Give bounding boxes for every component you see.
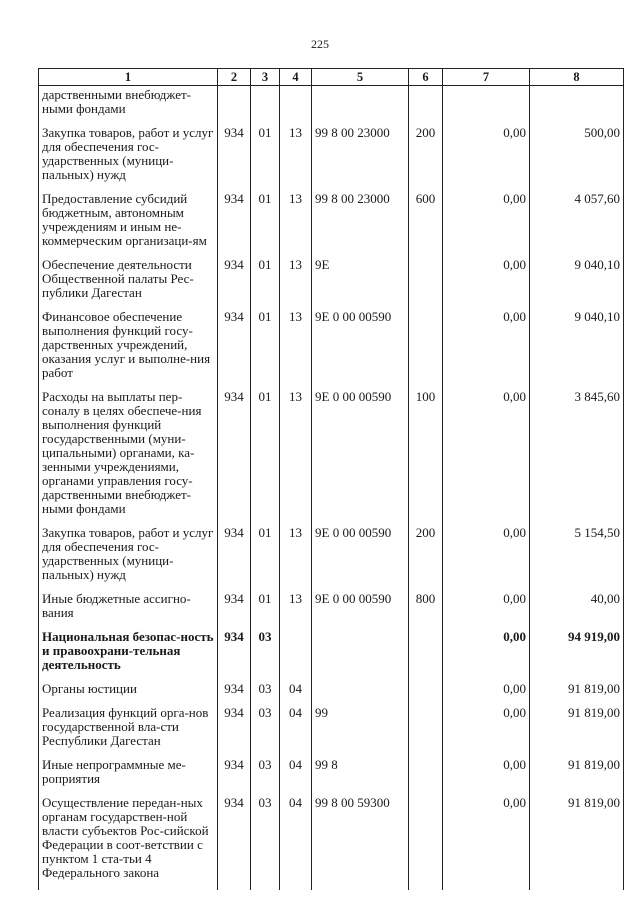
cell-target-item: 99 8 00 23000 (312, 192, 409, 258)
cell-target-item: 99 8 00 59300 (312, 796, 409, 890)
table-row (39, 758, 624, 796)
cell-subsection: 13 (280, 390, 312, 526)
cell-expense-type (409, 630, 443, 682)
cell-target-item: 99 (312, 706, 409, 758)
cell-amount-col7: 0,00 (443, 390, 530, 526)
table-row (39, 310, 624, 390)
cell-subsection (280, 630, 312, 682)
cell-section: 03 (251, 706, 280, 758)
cell-target-item: 99 8 (312, 758, 409, 796)
cell-ministry-code: 934 (218, 258, 251, 310)
cell-amount-col7: 0,00 (443, 758, 530, 796)
cell-section: 01 (251, 390, 280, 526)
cell-ministry-code: 934 (218, 758, 251, 796)
table-row (39, 796, 624, 890)
cell-expense-type (409, 758, 443, 796)
table-row (39, 526, 624, 592)
column-header: 6 (409, 69, 443, 86)
cell-ministry-code: 934 (218, 682, 251, 706)
cell-amount-col8: 91 819,00 (530, 758, 624, 796)
column-header: 1 (39, 69, 218, 86)
cell-section: 01 (251, 592, 280, 630)
cell-expense-type (409, 86, 443, 127)
cell-amount-col8: 9 040,10 (530, 258, 624, 310)
table-body (39, 86, 624, 891)
row-name: Обеспечение деятельности Общественной палаты Рес-публики Дагестан (39, 258, 218, 310)
column-header: 3 (251, 69, 280, 86)
cell-amount-col8 (530, 86, 624, 127)
column-header: 7 (443, 69, 530, 86)
table-row (39, 126, 624, 192)
cell-subsection: 04 (280, 758, 312, 796)
table-row (39, 258, 624, 310)
cell-target-item: 9Е 0 00 00590 (312, 390, 409, 526)
cell-expense-type: 600 (409, 192, 443, 258)
cell-ministry-code: 934 (218, 126, 251, 192)
cell-expense-type: 200 (409, 526, 443, 592)
row-name: Осуществление передан-ных органам государствен-ной власти субъектов Рос-сийской Федерации в соот-ветствии с пунктом 1 ста-тьи 4 Федерального закона (39, 796, 218, 890)
cell-target-item (312, 86, 409, 127)
header-row (39, 69, 624, 86)
cell-amount-col7: 0,00 (443, 592, 530, 630)
cell-target-item: 9Е 0 00 00590 (312, 526, 409, 592)
cell-ministry-code: 934 (218, 706, 251, 758)
cell-subsection: 04 (280, 796, 312, 890)
table-row (39, 682, 624, 706)
column-header: 4 (280, 69, 312, 86)
cell-subsection: 04 (280, 682, 312, 706)
page-number: 225 (311, 37, 329, 51)
cell-expense-type (409, 310, 443, 390)
cell-section: 03 (251, 630, 280, 682)
cell-section (251, 86, 280, 127)
column-header: 5 (312, 69, 409, 86)
cell-amount-col7: 0,00 (443, 630, 530, 682)
cell-ministry-code: 934 (218, 526, 251, 592)
cell-amount-col7 (443, 86, 530, 127)
row-name: Иные бюджетные ассигно-вания (39, 592, 218, 630)
cell-ministry-code: 934 (218, 390, 251, 526)
table-row (39, 706, 624, 758)
column-header: 2 (218, 69, 251, 86)
cell-subsection: 13 (280, 526, 312, 592)
table-row (39, 592, 624, 630)
cell-section: 01 (251, 192, 280, 258)
cell-target-item: 9Е 0 00 00590 (312, 592, 409, 630)
row-name: дарственными внебюджет-ными фондами (39, 86, 218, 127)
cell-amount-col8: 4 057,60 (530, 192, 624, 258)
cell-amount-col8: 40,00 (530, 592, 624, 630)
cell-amount-col8: 91 819,00 (530, 796, 624, 890)
cell-expense-type (409, 682, 443, 706)
cell-expense-type: 200 (409, 126, 443, 192)
cell-expense-type (409, 258, 443, 310)
cell-amount-col7: 0,00 (443, 310, 530, 390)
cell-amount-col8: 3 845,60 (530, 390, 624, 526)
cell-ministry-code: 934 (218, 592, 251, 630)
cell-target-item: 99 8 00 23000 (312, 126, 409, 192)
table-row (39, 390, 624, 526)
cell-target-item: 9Е (312, 258, 409, 310)
cell-amount-col7: 0,00 (443, 706, 530, 758)
row-name: Органы юстиции (39, 682, 218, 706)
cell-amount-col7: 0,00 (443, 258, 530, 310)
row-name: Иные непрограммные ме-роприятия (39, 758, 218, 796)
cell-amount-col8: 5 154,50 (530, 526, 624, 592)
cell-amount-col8: 91 819,00 (530, 706, 624, 758)
cell-amount-col8: 91 819,00 (530, 682, 624, 706)
cell-target-item (312, 682, 409, 706)
cell-ministry-code: 934 (218, 192, 251, 258)
cell-section: 01 (251, 126, 280, 192)
cell-expense-type (409, 706, 443, 758)
cell-ministry-code: 934 (218, 630, 251, 682)
table-row (39, 630, 624, 682)
cell-amount-col7: 0,00 (443, 682, 530, 706)
row-name: Национальная безопас-ность и правоохрани-тельная деятельность (39, 630, 218, 682)
cell-subsection (280, 86, 312, 127)
row-name: Реализация функций орга-нов государственной вла-сти Республики Дагестан (39, 706, 218, 758)
cell-section: 01 (251, 258, 280, 310)
cell-subsection: 13 (280, 258, 312, 310)
column-header: 8 (530, 69, 624, 86)
cell-subsection: 13 (280, 310, 312, 390)
cell-ministry-code: 934 (218, 796, 251, 890)
cell-subsection: 13 (280, 192, 312, 258)
cell-subsection: 04 (280, 706, 312, 758)
cell-expense-type (409, 796, 443, 890)
cell-amount-col8: 94 919,00 (530, 630, 624, 682)
cell-section: 03 (251, 682, 280, 706)
cell-subsection: 13 (280, 592, 312, 630)
table-row (39, 86, 624, 127)
cell-amount-col8: 9 040,10 (530, 310, 624, 390)
cell-ministry-code (218, 86, 251, 127)
cell-ministry-code: 934 (218, 310, 251, 390)
cell-amount-col7: 0,00 (443, 126, 530, 192)
cell-subsection: 13 (280, 126, 312, 192)
row-name: Предоставление субсидий бюджетным, автономным учреждениям и иным не-коммерческим организаци-ям (39, 192, 218, 258)
cell-amount-col7: 0,00 (443, 796, 530, 890)
row-name: Закупка товаров, работ и услуг для обеспечения гос-ударственных (муници-пальных) нужд (39, 126, 218, 192)
cell-amount-col8: 500,00 (530, 126, 624, 192)
cell-amount-col7: 0,00 (443, 526, 530, 592)
row-name: Расходы на выплаты пер-соналу в целях обеспече-ния выполнения функций государственными (муни-ципальными) органами, ка-зенными учреждениями, органами управления госу-дарственными внебюджет-ными фондами (39, 390, 218, 526)
cell-expense-type: 100 (409, 390, 443, 526)
budget-table (38, 68, 624, 890)
cell-target-item: 9Е 0 00 00590 (312, 310, 409, 390)
row-name: Закупка товаров, работ и услуг для обеспечения гос-ударственных (муници-пальных) нужд (39, 526, 218, 592)
cell-section: 03 (251, 758, 280, 796)
cell-section: 01 (251, 526, 280, 592)
table-row (39, 192, 624, 258)
cell-amount-col7: 0,00 (443, 192, 530, 258)
cell-target-item (312, 630, 409, 682)
cell-expense-type: 800 (409, 592, 443, 630)
row-name: Финансовое обеспечение выполнения функций госу-дарственных учреждений, оказания услуг и выполне-ния работ (39, 310, 218, 390)
cell-section: 03 (251, 796, 280, 890)
cell-section: 01 (251, 310, 280, 390)
